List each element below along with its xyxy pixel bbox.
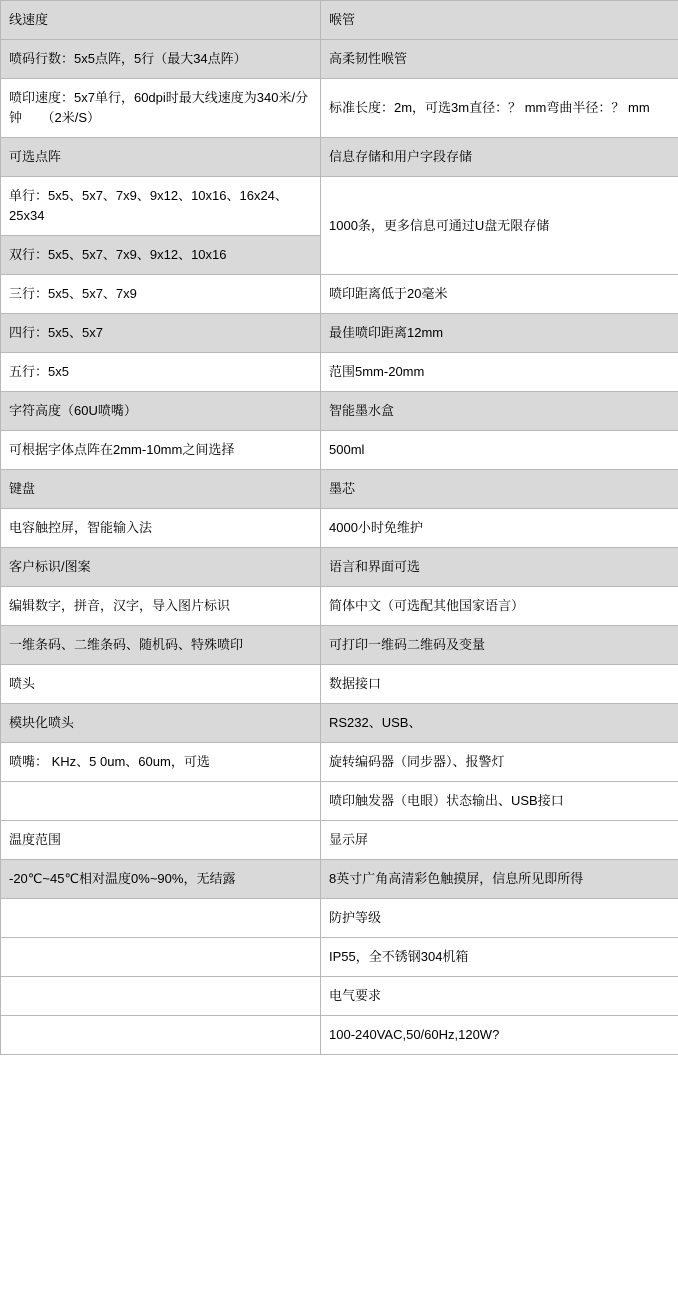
table-row — [1, 470, 678, 509]
table-row — [1, 704, 678, 743]
table-cell-left: 喷头 — [1, 665, 321, 704]
table-row — [1, 899, 678, 938]
table-cell-right: 旋转编码器（同步器）、报警灯 — [321, 743, 678, 782]
table-row — [1, 665, 678, 704]
table-row — [1, 977, 678, 1016]
table-cell-right: 数据接口 — [321, 665, 678, 704]
table-cell-left — [1, 782, 321, 821]
table-row — [1, 548, 678, 587]
table-cell-left: 喷码行数：5x5点阵，5行（最大34点阵） — [1, 40, 321, 79]
table-cell-left: 字符高度（60U喷嘴） — [1, 392, 321, 431]
table-cell-left: 三行：5x5、5x7、7x9 — [1, 275, 321, 314]
table-row — [1, 938, 678, 977]
table-cell-left: 温度范围 — [1, 821, 321, 860]
table-cell-right: 可打印一维码二维码及变量 — [321, 626, 678, 665]
table-row — [1, 79, 678, 138]
table-row — [1, 626, 678, 665]
table-cell-left: 键盘 — [1, 470, 321, 509]
table-cell-right: 语言和界面可选 — [321, 548, 678, 587]
table-cell-left: 可选点阵 — [1, 138, 321, 177]
table-row — [1, 392, 678, 431]
table-cell-left — [1, 1016, 321, 1055]
table-row — [1, 587, 678, 626]
table-cell-left — [1, 977, 321, 1016]
table-cell-left: 编辑数字，拼音，汉字，导入图片标识 — [1, 587, 321, 626]
table-cell-right: 信息存储和用户字段存储 — [321, 138, 678, 177]
table-cell-left: 喷印速度：5x7单行，60dpi时最大线速度为340米/分钟 （2米/S） — [1, 79, 321, 138]
table-row — [1, 509, 678, 548]
table-cell-right: 最佳喷印距离12mm — [321, 314, 678, 353]
table-row — [1, 431, 678, 470]
table-cell-right: 电气要求 — [321, 977, 678, 1016]
table-cell-right: 智能墨水盒 — [321, 392, 678, 431]
table-cell-left: 可根据字体点阵在2mm-10mm之间选择 — [1, 431, 321, 470]
table-cell-right: 500ml — [321, 431, 678, 470]
table-cell-left: -20℃~45℃相对温度0%~90%，无结露 — [1, 860, 321, 899]
table-row — [1, 1016, 678, 1055]
table-row — [1, 743, 678, 782]
table-cell-right: 喷印触发器（电眼）状态输出、USB接口 — [321, 782, 678, 821]
table-cell-left — [1, 899, 321, 938]
table-cell-left: 喷嘴： KHz、5 0um、60um，可选 — [1, 743, 321, 782]
table-cell-right: IP55，全不锈钢304机箱 — [321, 938, 678, 977]
table-row — [1, 1, 678, 40]
table-row — [1, 177, 678, 236]
table-cell-left: 双行：5x5、5x7、7x9、9x12、10x16 — [1, 236, 321, 275]
table-cell-right: 范围5mm-20mm — [321, 353, 678, 392]
table-row — [1, 314, 678, 353]
table-row — [1, 138, 678, 177]
table-cell-left: 电容触控屏，智能输入法 — [1, 509, 321, 548]
table-cell-right: 喉管 — [321, 1, 678, 40]
table-cell-right: RS232、USB、 — [321, 704, 678, 743]
table-row — [1, 353, 678, 392]
table-row — [1, 860, 678, 899]
table-cell-left: 一维条码、二维条码、随机码、特殊喷印 — [1, 626, 321, 665]
table-cell-right: 墨芯 — [321, 470, 678, 509]
table-cell-left — [1, 938, 321, 977]
table-body — [1, 1, 678, 1055]
table-cell-right: 显示屏 — [321, 821, 678, 860]
table-cell-right: 100-240VAC,50/60Hz,120W? — [321, 1016, 678, 1055]
table-cell-right: 1000条，更多信息可通过U盘无限存储 — [321, 177, 678, 275]
table-cell-right: 高柔韧性喉管 — [321, 40, 678, 79]
table-cell-left: 模块化喷头 — [1, 704, 321, 743]
table-cell-right: 喷印距离低于20毫米 — [321, 275, 678, 314]
table-cell-left: 四行：5x5、5x7 — [1, 314, 321, 353]
table-cell-left: 客户标识/图案 — [1, 548, 321, 587]
table-row — [1, 782, 678, 821]
table-cell-left: 五行：5x5 — [1, 353, 321, 392]
table-row — [1, 275, 678, 314]
table-cell-left: 线速度 — [1, 1, 321, 40]
table-cell-right: 防护等级 — [321, 899, 678, 938]
table-cell-right: 标准长度：2m，可选3m直径：？ mm弯曲半径：？ mm — [321, 79, 678, 138]
table-cell-left: 单行：5x5、5x7、7x9、9x12、10x16、16x24、25x34 — [1, 177, 321, 236]
table-cell-right: 简体中文（可选配其他国家语言） — [321, 587, 678, 626]
table-cell-right: 4000小时免维护 — [321, 509, 678, 548]
table-row — [1, 40, 678, 79]
table-row — [1, 821, 678, 860]
table-cell-right: 8英寸广角高清彩色触摸屏，信息所见即所得 — [321, 860, 678, 899]
